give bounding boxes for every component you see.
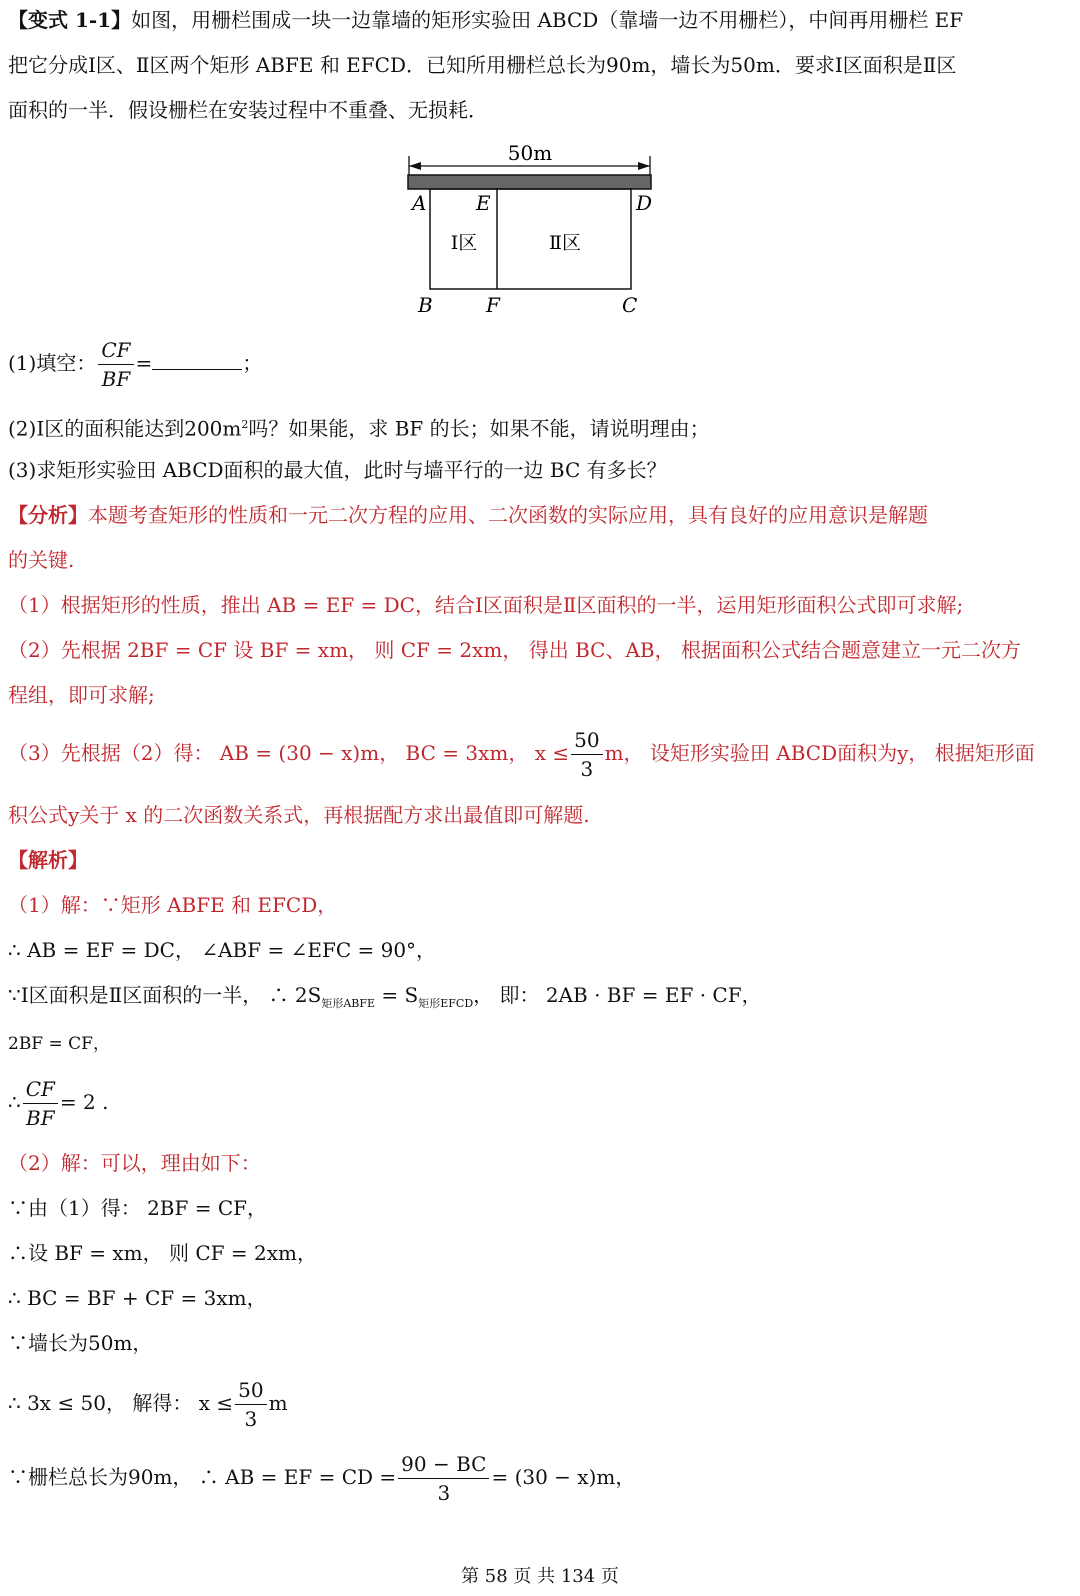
analysis-tag: 【分析】 — [8, 503, 88, 527]
problem-line-2: 把它分成Ⅰ区、Ⅱ区两个矩形 ABFE 和 EFCD．已知所用栅栏总长为90m，墙长为50m．要求Ⅰ区面积是Ⅱ区 — [8, 53, 957, 77]
label-d: D — [636, 191, 653, 215]
analysis-line-1: 【分析】本题考查矩形的性质和一元二次方程的应用、二次函数的实际应用，具有良好的应用意识是解题 — [8, 503, 928, 527]
solution-line-6: （2）解：可以，理由如下： — [8, 1151, 261, 1175]
arrow-left-icon — [409, 162, 421, 170]
analysis-line-3: （1）根据矩形的性质，推出 AB = EF = DC，结合Ⅰ区面积是Ⅱ区面积的一半，运用矩形面积公式即可求解; — [8, 593, 964, 617]
question-2: (2)Ⅰ区的面积能达到$200m^2$吗？如果能，求 BF 的长；如果不能，请说明理由； — [8, 416, 710, 441]
fraction-cf-bf: $\frac{CF}{BF}$ — [98, 336, 133, 393]
fraction-50-3: $\frac{50}{3}$ — [571, 726, 602, 783]
label-e: E — [476, 191, 491, 215]
problem-line-1 — [8, 6, 963, 34]
analysis-line-2: 的关键. — [8, 548, 75, 572]
fraction-50-3-solution: $\frac{50}{3}$ — [235, 1376, 266, 1433]
page-footer: 第 58 页 共 134 页 — [461, 1566, 619, 1587]
fraction-cf-bf-result: $\frac{CF}{BF}$ — [23, 1075, 58, 1132]
question-3: (3)求矩形实验田 ABCD面积的最大值，此时与墙平行的一边 BC 有多长？ — [8, 458, 667, 482]
solution-line-7: ∵由（1）得： 2BF = CF， — [8, 1196, 268, 1220]
analysis-line-4: （2）先根据 2BF = CF 设 BF = xm， 则 CF = 2xm， 得出 BC、AB， 根据面积公式结合题意建立一元二次方 — [8, 638, 1021, 662]
zone-2-label: Ⅱ区 — [549, 232, 581, 254]
label-b: B — [418, 293, 433, 317]
label-c: C — [622, 293, 638, 317]
wall-length-label: 50m — [507, 141, 553, 165]
solution-tag: 【解析】 — [8, 848, 88, 872]
solution-line-9: ∴ BC = BF + CF = 3xm， — [8, 1286, 267, 1310]
answer-blank[interactable] — [152, 351, 242, 370]
label-f: F — [486, 293, 500, 317]
zone-1-label: Ⅰ区 — [450, 232, 478, 254]
solution-line-12: ∵栅栏总长为90m， ∴ AB = EF = CD = $\frac{90 - BC}{3}$ = (30 − x)m， — [8, 1452, 636, 1505]
question-1: (1)填空： $\frac{CF}{BF}$ = ； — [8, 338, 263, 391]
arrow-right-icon — [638, 162, 650, 170]
problem-text: 如图，用栅栏围成一块一边靠墙的矩形实验田 ABCD（靠墙一边不用栅栏），中间再用栅栏 EF — [131, 8, 964, 32]
solution-line-5: ∴ $\frac{CF}{BF}$ = 2 . — [8, 1077, 109, 1130]
fence-diagram — [400, 138, 670, 323]
label-a: A — [412, 191, 427, 215]
solution-line-11: ∴ 3x ≤ 50， 解得： x ≤ $\frac{50}{3}$ m — [8, 1378, 288, 1431]
analysis-line-7: 积公式y关于 x 的二次函数关系式，再根据配方求出最值即可解题. — [8, 803, 590, 827]
solution-line-8: ∴设 BF = xm， 则 CF = 2xm， — [8, 1241, 317, 1265]
solution-line-3: ∵Ⅰ区面积是Ⅱ区面积的一半， ∴ $2S_{矩形ABFE} = S_{矩形EFCD}$， 即： 2AB · BF = EF · CF， — [8, 983, 762, 1010]
solution-line-2: ∴ AB = EF = DC， ∠ABF = ∠EFC = 90°， — [8, 938, 437, 962]
analysis-line-5: 程组，即可求解; — [8, 683, 155, 707]
solution-line-4: 2BF = CF， — [8, 1034, 110, 1054]
analysis-line-6: （3）先根据（2）得： AB = (30 − x)m， BC = 3xm， x ≤ $\frac{50}{3}$ m， 设矩形实验田 ABCD面积为y， 根据矩形面 — [8, 728, 1035, 781]
wall — [408, 175, 651, 189]
problem-line-3: 面积的一半．假设栅栏在安装过程中不重叠、无损耗． — [8, 98, 488, 122]
solution-line-10: ∵墙长为50m， — [8, 1331, 153, 1355]
problem-tag: 【变式 1-1】 — [8, 8, 132, 32]
solution-line-1: （1）解：∵矩形 ABFE 和 EFCD， — [8, 893, 338, 917]
fraction-90-bc-3: $\frac{90 - BC}{3}$ — [398, 1450, 489, 1507]
